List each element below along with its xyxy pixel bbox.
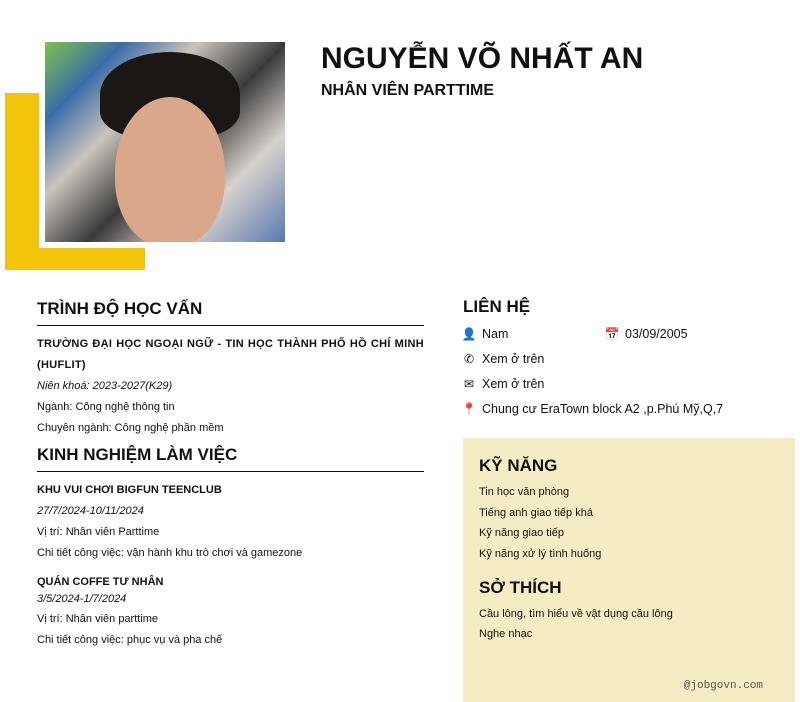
skill-item: Kỹ năng xử lý tình huống: [479, 547, 602, 560]
skill-item: Tin học văn phòng: [479, 486, 570, 498]
school-name: TRƯỜNG ĐẠI HỌC NGOẠI NGỮ - TIN HỌC THÀNH PHỐ HỒ CHÍ MINH (HUFLIT): [37, 338, 424, 371]
profile-photo: [45, 42, 285, 242]
job-period: 27/7/2024-10/11/2024: [37, 505, 144, 517]
contact-phone: Xem ở trên: [482, 351, 545, 366]
contact-title: LIÊN HỆ: [463, 297, 531, 316]
contact-birthday: 03/09/2005: [625, 326, 688, 341]
candidate-name: NGUYỄN VÕ NHẤT AN: [321, 42, 644, 75]
job-entry: [37, 574, 424, 651]
contact-gender: Nam: [482, 326, 509, 341]
location-pin-icon: 📍: [461, 401, 477, 416]
phone-icon: ✆: [463, 351, 475, 366]
skill-item: Kỹ năng giao tiếp: [479, 527, 565, 539]
skills-hobbies-panel: [463, 438, 795, 702]
contact-email: Xem ở trên: [482, 376, 545, 391]
accent-bar-horizontal: [5, 248, 145, 270]
contact-address: Chung cư EraTown block A2 ,p.Phú Mỹ,Q,7: [482, 401, 724, 416]
job-entry: [37, 480, 424, 564]
job-position: Vị trí: Nhân viên Parttime: [37, 526, 160, 538]
education-title: TRÌNH ĐỘ HỌC VẤN: [37, 299, 424, 326]
education-major: Ngành: Công nghệ thông tin: [37, 401, 175, 413]
education-section: [37, 299, 424, 439]
hobby-item: Cầu lông, tìm hiểu về vật dụng cầu lông: [479, 608, 673, 620]
education-period: Niên khoá: 2023-2027(K29): [37, 380, 173, 392]
job-company: KHU VUI CHƠI BIGFUN TEENCLUB: [37, 484, 222, 496]
education-specialty: Chuyên ngành: Công nghệ phần mềm: [37, 422, 224, 434]
job-position: Vị trí: Nhân viên parttime: [37, 613, 159, 625]
experience-title: KINH NGHIỆM LÀM VIỆC: [37, 445, 424, 472]
job-company: QUÁN COFFE TƯ NHÂN: [37, 576, 164, 588]
candidate-role: NHÂN VIÊN PARTTIME: [321, 82, 495, 99]
hobbies-title: SỞ THÍCH: [479, 578, 562, 597]
accent-bar-vertical: [5, 93, 39, 270]
calendar-icon: 📅: [604, 326, 620, 341]
skill-item: Tiếng anh giao tiếp khá: [479, 506, 593, 519]
job-detail: Chi tiết công việc: phục vụ và pha chế: [37, 634, 223, 646]
watermark: @jobgovn.com: [683, 680, 763, 692]
skills-title: KỸ NĂNG: [479, 456, 558, 475]
job-detail: Chi tiết công việc: vận hành khu trò chơi và gamezone: [37, 547, 303, 559]
experience-section: [37, 445, 424, 651]
contact-section: [463, 297, 793, 421]
person-icon: 👤: [461, 326, 477, 341]
hobby-item: Nghe nhạc: [479, 628, 533, 640]
job-period: 3/5/2024-1/7/2024: [37, 593, 127, 605]
email-icon: ✉: [463, 376, 475, 391]
